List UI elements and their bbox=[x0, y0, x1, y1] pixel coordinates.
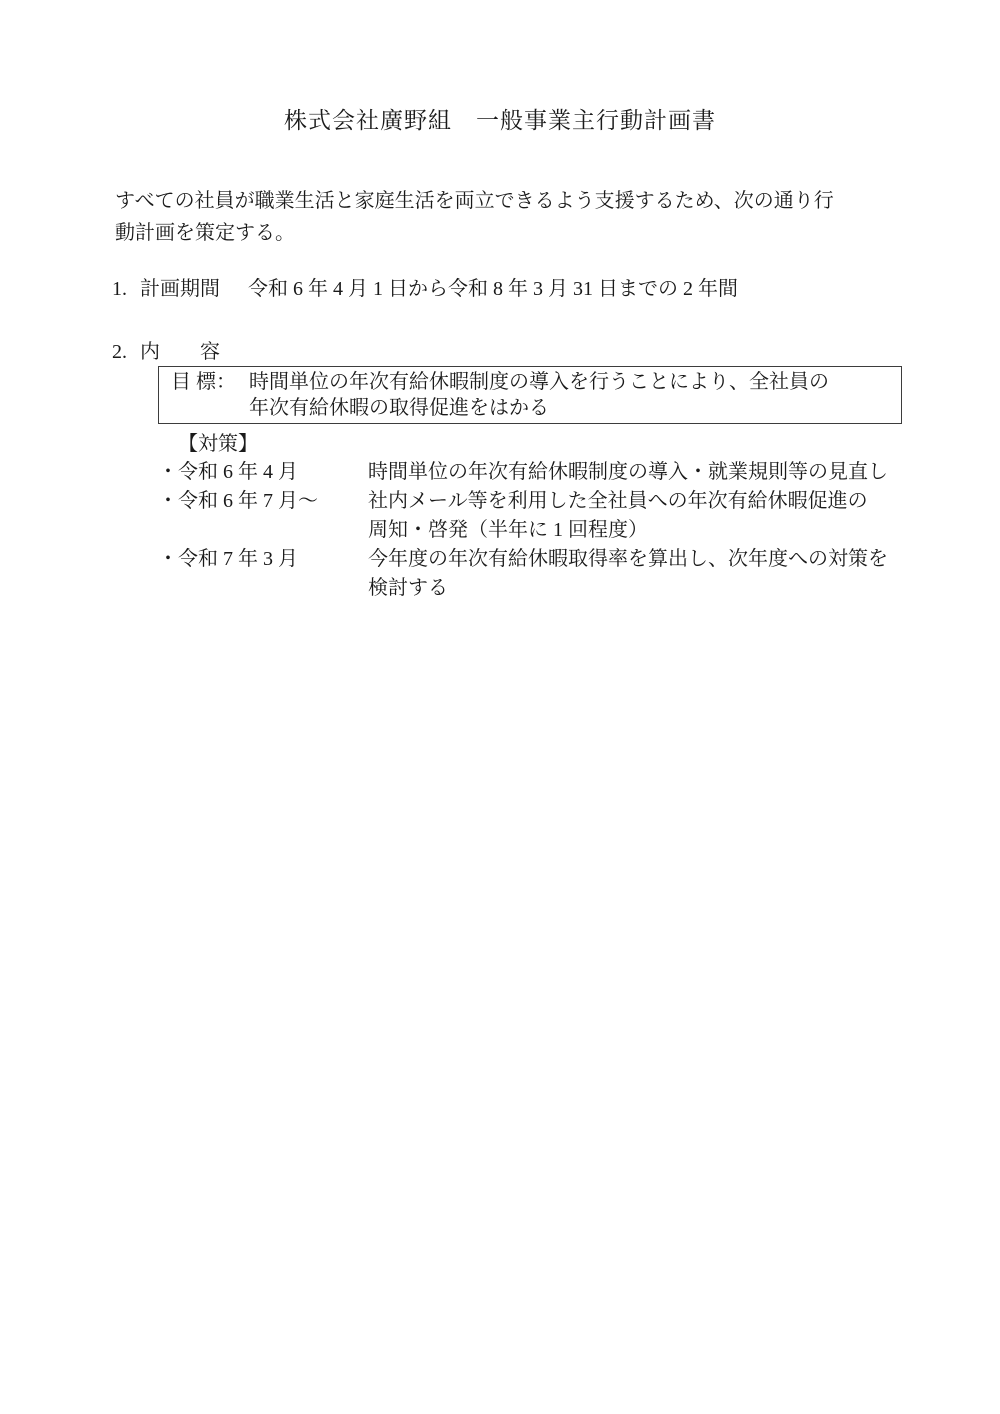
intro-line: 動計画を策定する。 bbox=[115, 222, 295, 244]
measure-row bbox=[158, 458, 938, 487]
measure-row bbox=[158, 487, 938, 545]
section-content bbox=[112, 339, 1000, 366]
intro-paragraph bbox=[115, 185, 910, 249]
section-heading: 計画期間 bbox=[140, 278, 220, 300]
intro-line: すべての社員が職業生活と家庭生活を両立できるよう支援するため、次の通り行 bbox=[115, 190, 834, 212]
section-heading: 内 容 bbox=[140, 341, 220, 363]
measure-line: 周知・啓発（半年に 1 回程度） bbox=[368, 519, 648, 541]
plan-period-value: 令和 6 年 4 月 1 日から令和 8 年 3 月 31 日までの 2 年間 bbox=[248, 278, 738, 300]
document-title: 株式会社廣野組 一般事業主行動計画書 bbox=[284, 108, 716, 133]
goal-line: 時間単位の年次有給休暇制度の導入を行うことにより、全社員の bbox=[249, 371, 829, 393]
measure-description bbox=[368, 458, 938, 487]
goal-text bbox=[249, 369, 893, 421]
measures-heading: 【対策】 bbox=[178, 433, 258, 455]
goal-line: 年次有給休暇の取得促進をはかる bbox=[249, 397, 549, 419]
measures-list bbox=[158, 458, 938, 603]
measure-line: 時間単位の年次有給休暇制度の導入・就業規則等の見直し bbox=[368, 461, 888, 483]
section-number: 1. bbox=[112, 278, 127, 300]
goal-box bbox=[158, 366, 902, 424]
measure-line: 今年度の年次有給休暇取得率を算出し、次年度への対策を bbox=[368, 548, 888, 570]
measure-description bbox=[368, 545, 938, 603]
measure-row bbox=[158, 545, 938, 603]
section-plan-period bbox=[112, 276, 1000, 303]
measure-line: 検討する bbox=[368, 577, 448, 599]
measure-line: 社内メール等を利用した全社員への年次有給休暇促進の bbox=[368, 490, 868, 512]
goal-label: 目 標： bbox=[171, 371, 236, 393]
measure-date: ・令和 6 年 7 月～ bbox=[158, 490, 318, 512]
measure-date: ・令和 6 年 4 月 bbox=[158, 461, 298, 483]
measure-date: ・令和 7 年 3 月 bbox=[158, 548, 298, 570]
section-number: 2. bbox=[112, 341, 127, 363]
measure-description bbox=[368, 487, 938, 545]
